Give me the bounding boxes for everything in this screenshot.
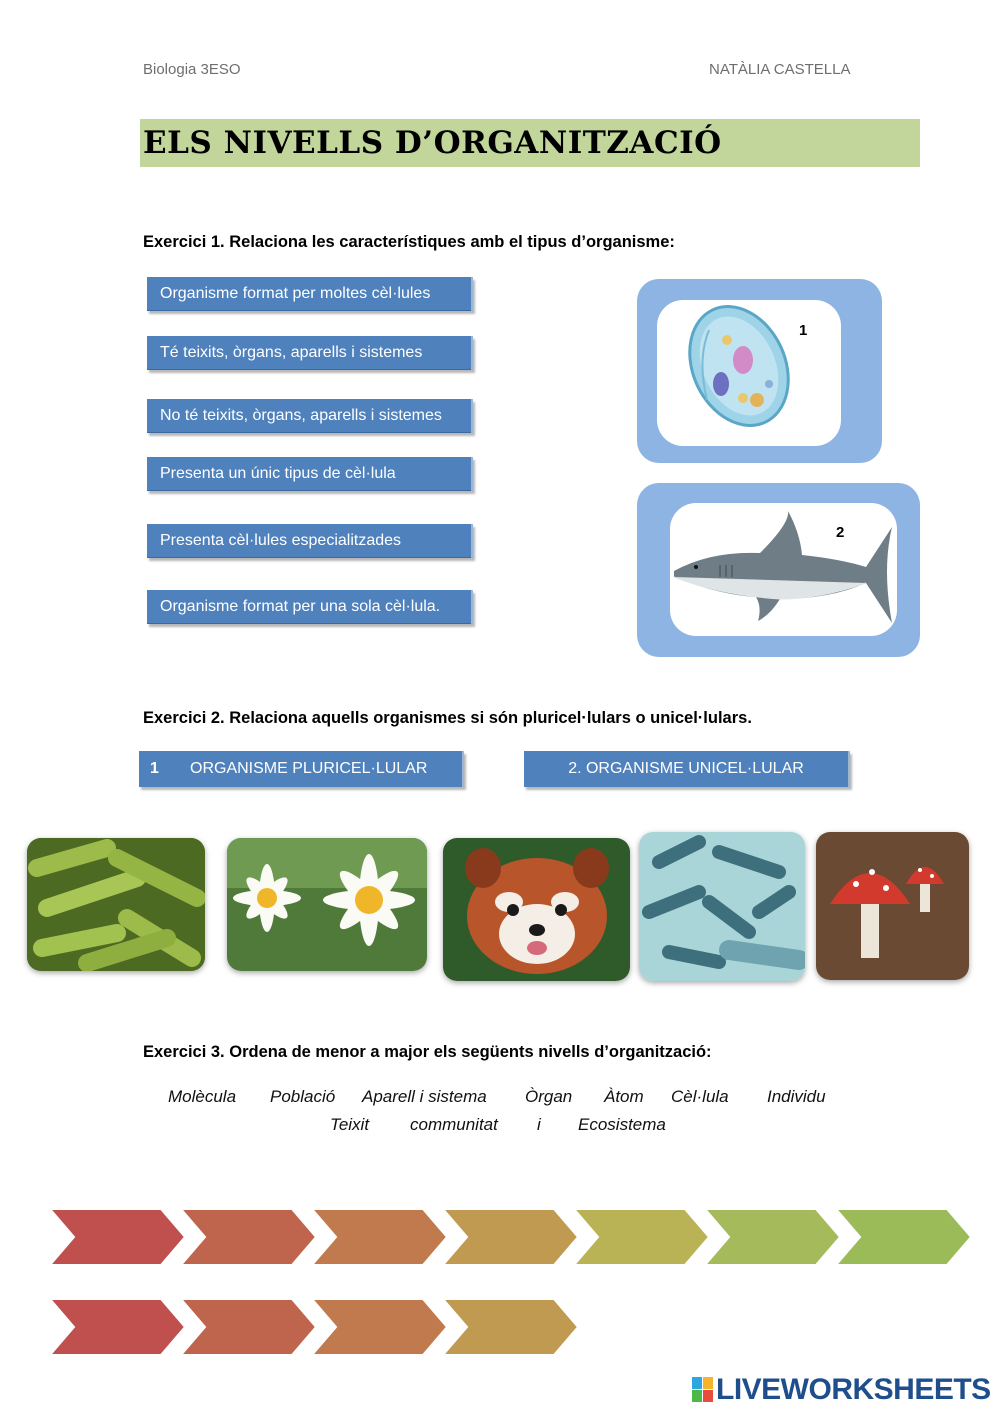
category1-label: ORGANISME PLURICEL·LULAR [190, 760, 428, 777]
paramecium-image[interactable] [657, 300, 841, 446]
characteristic-box-3[interactable]: No té teixits, òrgans, aparells i sistemes [147, 399, 473, 433]
category-unicellular[interactable] [524, 751, 850, 787]
word-i: i [537, 1115, 541, 1134]
chevron-row2-slot-2[interactable] [181, 1299, 316, 1355]
image-number-1: 1 [799, 322, 808, 339]
subject-label: Biologia 3ESO [143, 61, 241, 78]
characteristic-box-5[interactable]: Presenta cèl·lules especialitzades [147, 524, 473, 558]
chevron-row2-slot-3[interactable] [312, 1299, 447, 1355]
chevron-row1-slot-2[interactable] [181, 1209, 316, 1265]
word-cellula: Cèl·lula [671, 1087, 729, 1106]
chevron-row-1 [50, 1208, 985, 1266]
shark-icon [670, 503, 897, 636]
paramecium-icon [657, 300, 841, 446]
category2-label: 2. ORGANISME UNICEL·LULAR [568, 760, 804, 777]
daisy-icon [227, 838, 427, 971]
word-molecula: Molècula [168, 1087, 237, 1106]
author-label: NATÀLIA CASTELLA [709, 61, 851, 78]
category-pluricellular[interactable] [139, 751, 464, 787]
word-aparell: Aparell i sistema [362, 1087, 487, 1106]
chevron-row1-slot-3[interactable] [312, 1209, 447, 1265]
liveworksheets-logo [692, 1373, 991, 1407]
photo-red-panda[interactable] [443, 838, 630, 981]
chevron-row1-slot-6[interactable] [705, 1209, 840, 1265]
chevron-row1-slot-7[interactable] [836, 1209, 971, 1265]
word-poblacio: Població [270, 1087, 336, 1106]
logo-grid-icon [692, 1377, 714, 1403]
photo-bacteria-blue[interactable] [639, 832, 805, 981]
bacteria-blue-icon [639, 832, 805, 981]
word-atom: Àtom [604, 1087, 644, 1106]
word-ecosistema: Ecosistema [578, 1115, 666, 1134]
mushroom-icon [816, 832, 969, 980]
chevron-row2-slot-1[interactable] [50, 1299, 185, 1355]
chevron-row1-slot-5[interactable] [574, 1209, 709, 1265]
bacteria-green-icon [27, 838, 205, 971]
logo-text: LIVEWORKSHEETS [716, 1373, 991, 1406]
chevron-row-2 [50, 1298, 590, 1356]
characteristic-box-2[interactable]: Té teixits, òrgans, aparells i sistemes [147, 336, 473, 370]
chevron-row1-slot-1[interactable] [50, 1209, 185, 1265]
characteristic-box-4[interactable]: Presenta un únic tipus de cèl·lula [147, 457, 473, 491]
characteristic-box-6[interactable]: Organisme format per una sola cèl·lula. [147, 590, 473, 624]
exercise3-title: Exercici 3. Ordena de menor a major els següents nivells d’organització: [143, 1043, 712, 1061]
photo-daisies[interactable] [227, 838, 427, 971]
chevron-row1-slot-4[interactable] [443, 1209, 578, 1265]
red-panda-icon [443, 838, 630, 981]
exercise1-title: Exercici 1. Relaciona les característiques amb el tipus d’organisme: [143, 233, 675, 251]
chevron-row2-slot-4[interactable] [443, 1299, 578, 1355]
word-individu: Individu [767, 1087, 826, 1106]
photo-bacteria-green[interactable] [27, 838, 205, 971]
photo-mushroom[interactable] [816, 832, 969, 980]
page-title: ELS NIVELLS D’ORGANITZACIÓ [143, 125, 722, 161]
word-teixit: Teixit [330, 1115, 370, 1134]
category1-number: 1 [150, 760, 159, 777]
word-comunitat: communitat [410, 1115, 498, 1134]
word-organ: Òrgan [525, 1087, 573, 1106]
shark-image[interactable] [670, 503, 897, 636]
characteristic-box-1[interactable]: Organisme format per moltes cèl·lules [147, 277, 473, 311]
exercise2-title: Exercici 2. Relaciona aquells organismes si són pluricel·lulars o unicel·lulars. [143, 709, 752, 727]
image-number-2: 2 [836, 524, 845, 541]
